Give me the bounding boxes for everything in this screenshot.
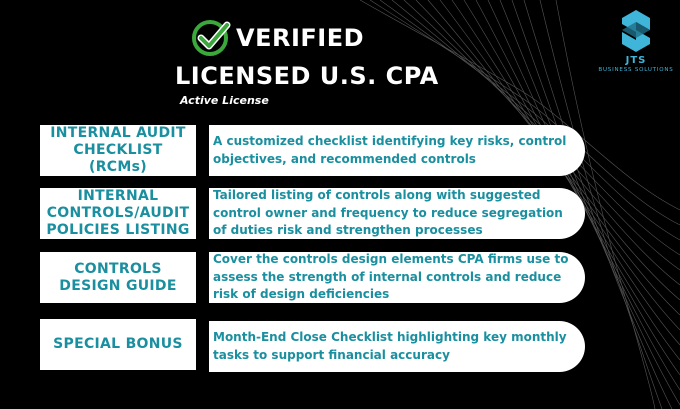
row-description-box: [209, 125, 585, 176]
row-title: SPECIAL BONUS: [53, 336, 183, 353]
row-description: A customized checklist identifying key risks, control objectives, and recommended controls: [213, 134, 567, 166]
row-description: Month-End Close Checklist highlighting key monthly tasks to support financial accuracy: [213, 330, 567, 362]
row-title-box: [40, 252, 196, 303]
row-description-box: [209, 252, 585, 303]
row-title-box: [40, 188, 196, 239]
green-check-icon: [191, 17, 233, 59]
row-description-box: [209, 188, 585, 239]
row-title: INTERNAL AUDIT CHECKLIST (RCMs): [50, 125, 186, 175]
licensed-cpa-heading: LICENSED U.S. CPA: [175, 62, 439, 90]
row-description-box: [209, 321, 585, 372]
row-title-box: [40, 319, 196, 370]
row-description: Tailored listing of controls along with suggested control owner and frequency to reduce segregation of duties risk and strengthen processes: [213, 188, 563, 238]
row-title: CONTROLS DESIGN GUIDE: [59, 260, 177, 294]
jts-logo-icon: [619, 8, 653, 54]
logo-name: JTS: [625, 55, 647, 66]
logo-tagline: BUSINESS SOLUTIONS: [598, 67, 674, 73]
row-title-box: [40, 125, 196, 176]
row-description: Cover the controls design elements CPA firms use to assess the strength of internal controls and reduce risk of design deficiencies: [213, 252, 569, 302]
active-license-label: Active License: [180, 94, 269, 107]
row-title: INTERNAL CONTROLS/AUDIT POLICIES LISTING: [46, 188, 190, 238]
verified-heading: VERIFIED: [236, 24, 365, 52]
